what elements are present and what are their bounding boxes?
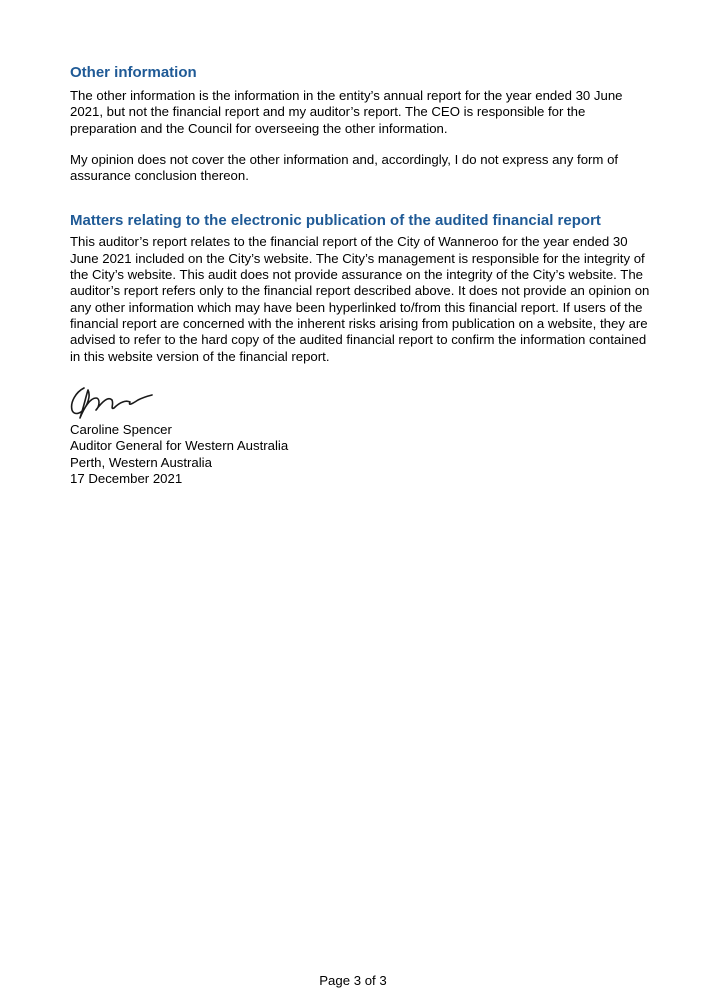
section-heading-electronic-publication: Matters relating to the electronic publication of the audited financial report xyxy=(70,212,601,230)
section-heading-other-information: Other information xyxy=(70,64,197,81)
signatory-title: Auditor General for Western Australia xyxy=(70,438,289,454)
signatory-date: 17 December 2021 xyxy=(70,470,183,486)
page-number: Page 3 of 3 xyxy=(319,973,387,988)
signatory-block xyxy=(70,422,288,487)
report-body xyxy=(70,64,650,365)
other-information-paragraph-1: The other information is the information in the entity’s annual report for the year ended 30 June 2021, but not the financial report and my auditor’s report. The CEO is responsible for the preparation and the Council for overseeing the other information. xyxy=(70,88,623,136)
other-information-paragraph-2: My opinion does not cover the other information and, accordingly, I do not express any form of assurance conclusion thereon. xyxy=(70,151,619,184)
electronic-publication-paragraph: This auditor’s report relates to the financial report of the City of Wanneroo for the year ended 30 June 2021 included on the City’s website. The City’s management is responsible for the integrity of the City’s website. This audit does not provide assurance on the integrity of the City’s website. The auditor’s report refers only to the financial report described above. It does not provide an opinion on any other information which may have been hyperlinked to/from this financial report. If users of the financial report are concerned with the inherent risks arising from publication on a website, they are advised to refer to the hard copy of the audited financial report to confirm the information contained in this website version of the financial report. xyxy=(70,234,650,364)
signatory-name: Caroline Spencer xyxy=(70,422,172,437)
signatory-location: Perth, Western Australia xyxy=(70,454,212,470)
handwritten-signature xyxy=(66,380,156,424)
